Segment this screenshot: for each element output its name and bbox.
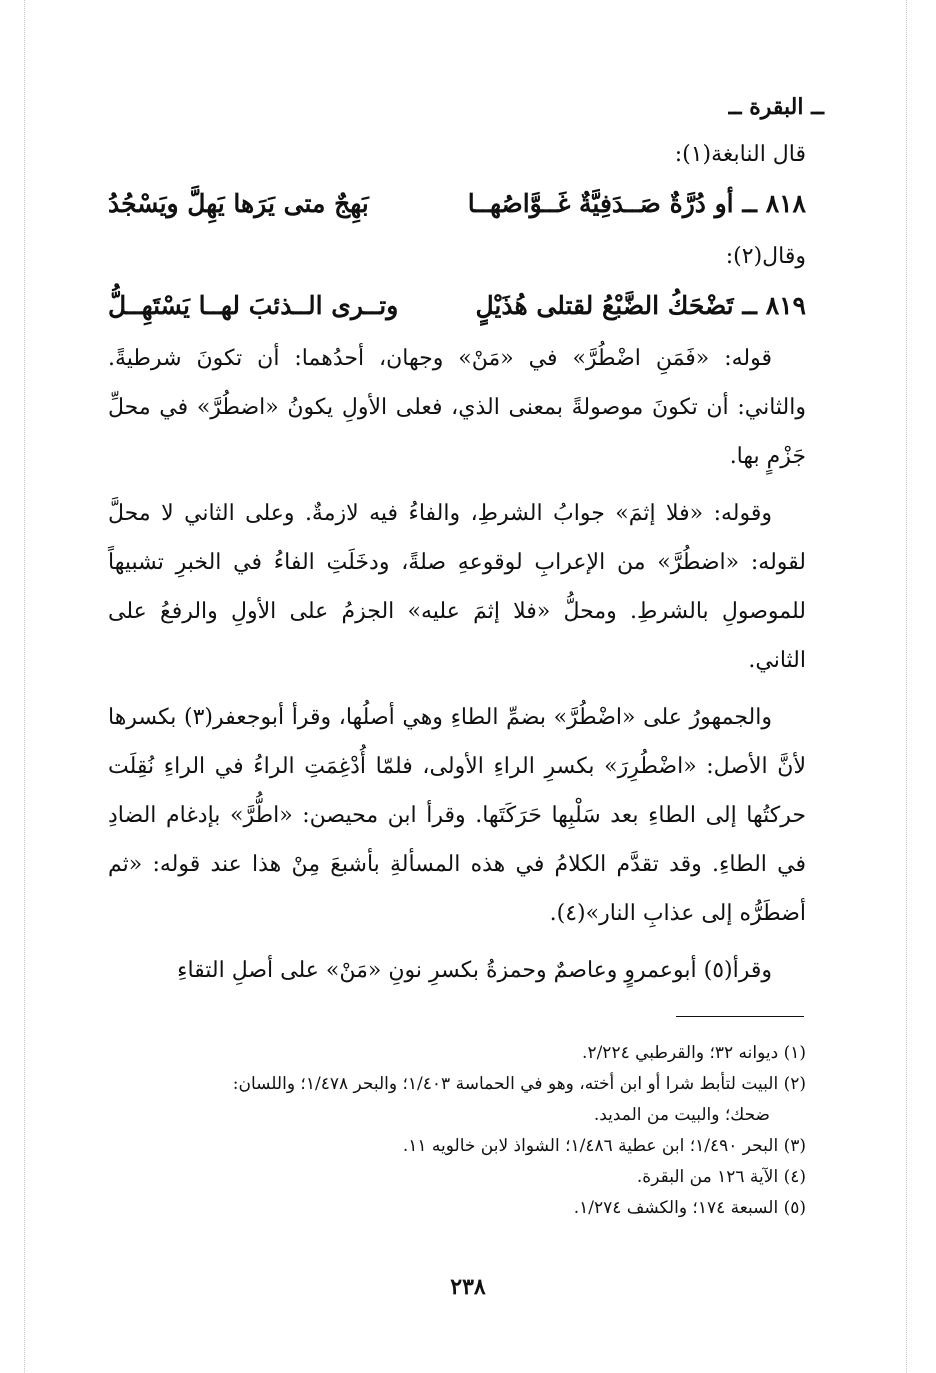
paragraph: وقوله: «فلا إثمَ» جوابُ الشرطِ، والفاءُ فيه لازمةٌ. وعلى الثاني لا محلَّ لقوله: «اضطُرَّ» من الإعرابِ لوقوعهِ صلةً، ودخَلَتِ الفاءُ في الخبرِ تشبيهاً للموصولِ بالشرطِ. ومحلُّ «فلا إثمَ عليه» الجزمُ على الأولِ والرفعُ على الثاني. bbox=[108, 501, 806, 673]
verse-819-first-hemistich bbox=[475, 281, 806, 330]
verse-818 bbox=[108, 179, 806, 228]
footnote: (٣) البحر ١/٤٩٠؛ ابن عطية ١/٤٨٦؛ الشواذ لابن خالويه ١١. bbox=[402, 1136, 806, 1156]
verse-819-number: ٨١٩ ــ bbox=[742, 291, 806, 320]
verse-intro-2: وقال(٢): bbox=[725, 244, 806, 269]
paragraph: قوله: «فَمَنِ اضْطُرَّ» في «مَنْ» وجهان، أحدُهما: أن تكونَ شرطيةً. والثاني: أن تكونَ موصولةً بمعنى الذي، فعلى الأولِ يكونُ «اضطُرَّ» في محلِّ جَزْمٍ بها. bbox=[108, 346, 806, 469]
footnote-text: (٢) البيت لتأبط شرا أو ابن أخته، وهو في الحماسة ١/٤٠٣؛ والبحر ١/٤٧٨؛ واللسان: bbox=[232, 1074, 806, 1094]
footnote-separator bbox=[676, 1016, 804, 1017]
paragraph: وقرأ(٥) أبوعمروٍ وعاصمٌ وحمزةُ بكسرِ نونِ «مَنْ» على أصلِ التقاءِ bbox=[177, 958, 772, 983]
footnote: (١) ديوانه ٣٢؛ والقرطبي ٢/٢٢٤. bbox=[582, 1043, 806, 1063]
footnotes bbox=[108, 1038, 806, 1224]
margin-rule-left bbox=[24, 0, 25, 1373]
verse-819-second-hemistich: وتــرى الــذئبَ لهــا يَسْتَهِــلُّ bbox=[108, 291, 399, 320]
page-number: ٢٣٨ bbox=[450, 1274, 486, 1300]
verse-818-first-text: أو دُرَّةٌ صَــدَفِيَّةٌ غَــوَّاصُهــا bbox=[467, 189, 734, 218]
main-text bbox=[108, 130, 806, 1003]
verse-818-second-hemistich: بَهِجٌ متى يَرَها يَهِلَّ ويَسْجُدُ bbox=[108, 189, 369, 218]
verse-819 bbox=[108, 281, 806, 330]
verse-intro-1: قال النابغة(١): bbox=[674, 142, 806, 167]
paragraph: والجمهورُ على «اضْطُرَّ» بضمِّ الطاءِ وهي أصلُها، وقرأ أبوجعفر(٣) بكسرها لأنَّ الأصل: «اضْطُرِرَ» بكسرِ الراءِ الأولى، فلمّا أُدْغِمَتِ الراءُ في الراءِ نُقِلَت حركتُها إلى الطاءِ بعد سَلْبِها حَرَكَتَها. وقرأ ابن محيصن: «اطُّرَّ» بإدغام الضادِ في الطاءِ. وقد تقدَّم الكلامُ في هذه المسألةِ بأشبعَ مِنْ هذا عند قوله: «ثم أضطَرُّه إلى عذابِ النار»(٤). bbox=[108, 705, 806, 926]
margin-rule-right bbox=[906, 0, 907, 1373]
footnote bbox=[108, 1069, 806, 1131]
verse-819-first-text: تَضْحَكُ الضَّبْعُ لقتلى هُذَيْلٍ bbox=[475, 291, 734, 320]
footnote: (٥) السبعة ١٧٤؛ والكشف ١/٢٧٤. bbox=[573, 1198, 806, 1218]
footnote-continuation: ضحك؛ والبيت من المديد. bbox=[593, 1105, 770, 1125]
verse-818-first-hemistich bbox=[468, 179, 806, 228]
verse-818-number: ٨١٨ ــ bbox=[742, 189, 806, 218]
footnote: (٤) الآية ١٢٦ من البقرة. bbox=[636, 1167, 806, 1187]
running-head: ــ البقرة ــ bbox=[728, 94, 824, 120]
